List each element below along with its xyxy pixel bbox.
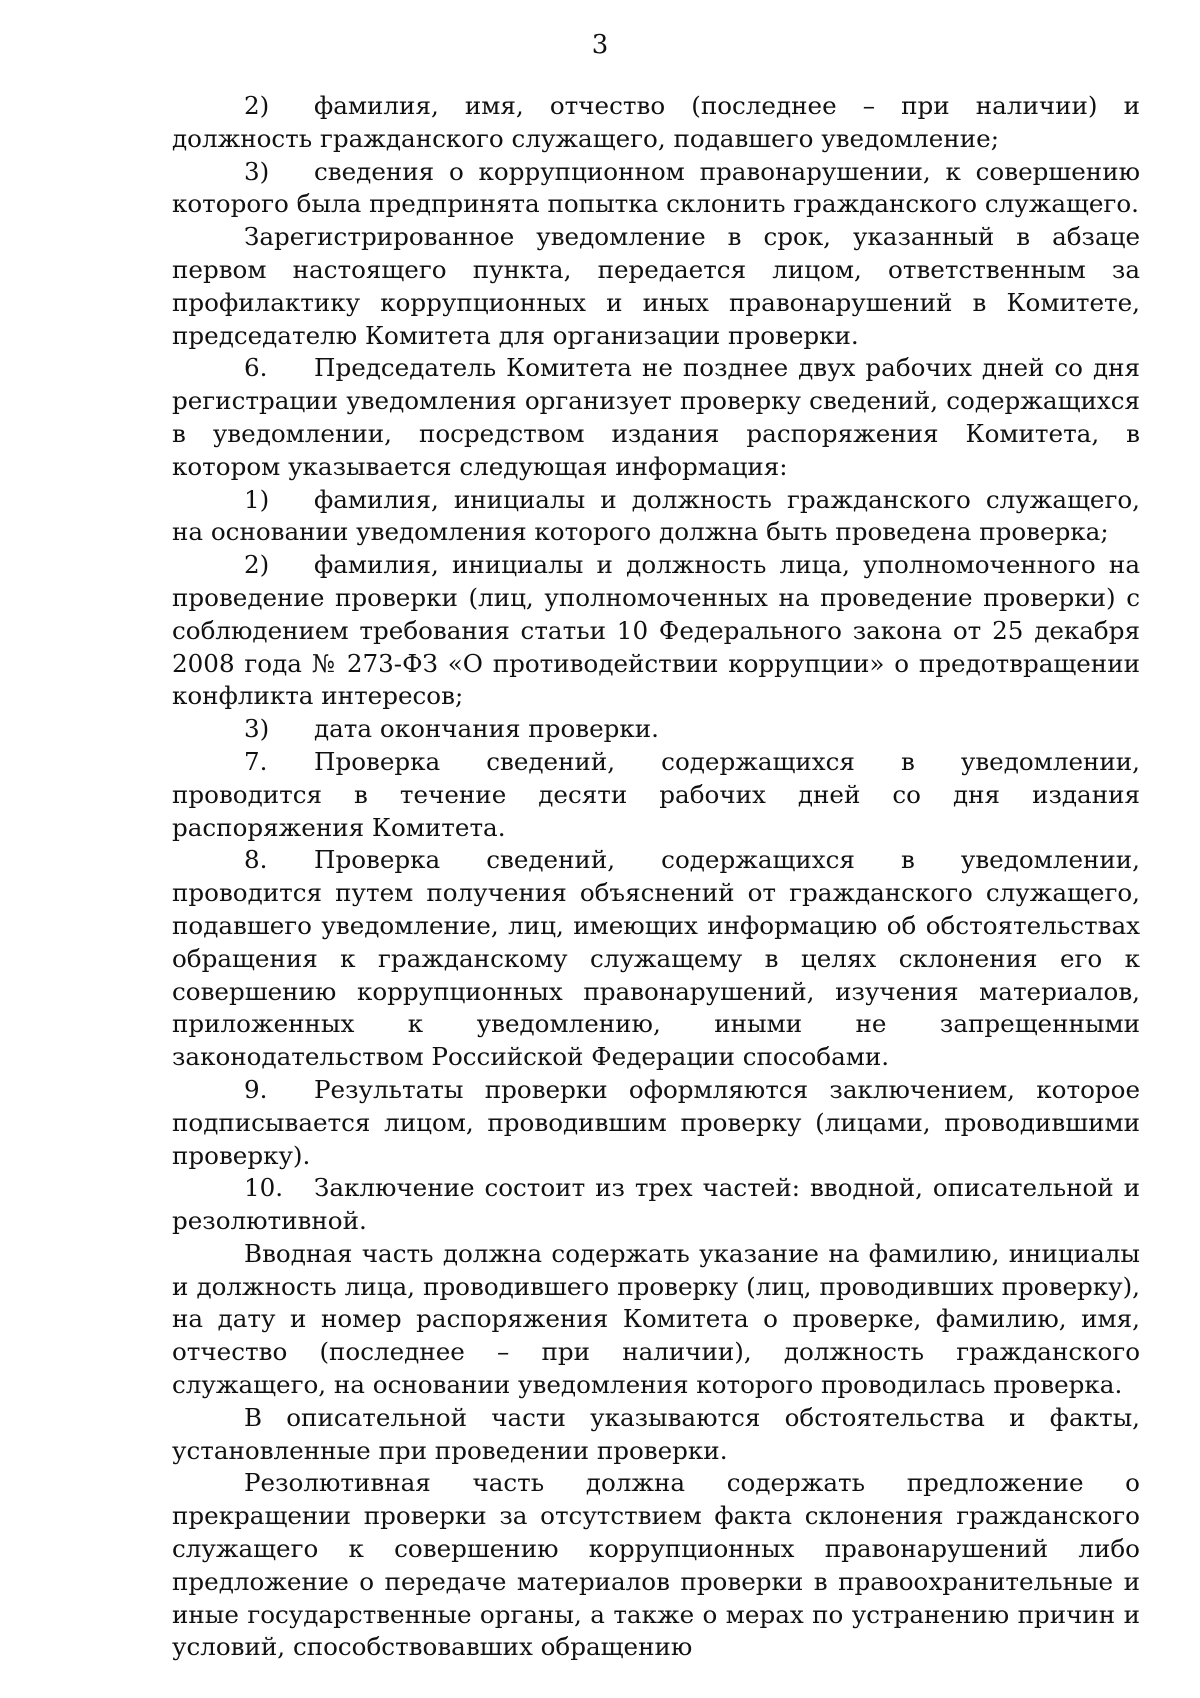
paragraph-number: 6. — [244, 353, 268, 383]
paragraph-text: фамилия, инициалы и должность лица, уполномоченного на проведение проверки (лиц, уполномоченных на проведение проверки) с соблюдением требования статьи 10 Федерального закона от 25 декабря 2008 года № 273-ФЗ «О противодействии коррупции» о предотвращении конфликта интересов; — [172, 550, 1140, 711]
paragraph-number: 2) — [244, 550, 270, 580]
paragraph — [172, 156, 1140, 222]
paragraph-number: 2) — [244, 91, 270, 120]
paragraph — [172, 1172, 1140, 1238]
paragraph-number: 10. — [244, 1173, 284, 1203]
paragraph — [172, 1467, 1140, 1664]
paragraph — [172, 844, 1140, 1074]
paragraph — [172, 746, 1140, 844]
paragraph-number: 1) — [244, 484, 270, 514]
paragraph-text: дата окончания проверки. — [314, 714, 659, 744]
paragraph-text: Заключение состоит из трех частей: вводной, описательной и резолютивной. — [172, 1173, 1140, 1236]
paragraph-text: Зарегистрированное уведомление в срок, указанный в абзаце первом настоящего пункта, передается лицом, ответственным за профилактику коррупционных и иных правонарушений в Комитете, председателю Комитета для организации проверки. — [172, 222, 1140, 350]
paragraph — [172, 1402, 1140, 1468]
paragraph-text: фамилия, имя, отчество (последнее – при наличии) и должность гражданского служащего, подавшего уведомление; — [172, 91, 1140, 153]
paragraph-number: 9. — [244, 1074, 268, 1104]
paragraph-number: 7. — [244, 746, 268, 776]
paragraph — [172, 1238, 1140, 1402]
document-body — [172, 90, 1140, 1664]
paragraph-text: фамилия, инициалы и должность гражданского служащего, на основании уведомления которого должна быть проведена проверка; — [172, 484, 1140, 547]
paragraph — [172, 1074, 1140, 1172]
paragraph — [172, 352, 1140, 483]
paragraph — [172, 713, 1140, 746]
paragraph — [172, 549, 1140, 713]
paragraph-text: Вводная часть должна содержать указание на фамилию, инициалы и должность лица, проводившего проверку (лиц, проводивших проверку), на дату и номер распоряжения Комитета о проверке, фамилию, имя, отчество (последнее – при наличии), должность гражданского служащего, на основании уведомления которого проводилась проверка. — [172, 1238, 1140, 1400]
paragraph-text: Проверка сведений, содержащихся в уведомлении, проводится в течение десяти рабочих дней со дня издания распоряжения Комитета. — [172, 746, 1140, 842]
paragraph — [172, 221, 1140, 352]
paragraph-number: 3) — [244, 714, 270, 744]
paragraph-text: В описательной части указываются обстоятельства и факты, установленные при проведении проверки. — [172, 1402, 1140, 1465]
paragraph-number: 8. — [244, 845, 268, 875]
page-number: 3 — [591, 30, 609, 60]
paragraph-text: сведения о коррупционном правонарушении, к совершению которого была предпринята попытка склонить гражданского служащего. — [172, 156, 1140, 219]
paragraph-text: Результаты проверки оформляются заключением, которое подписывается лицом, проводившим проверку (лицами, проводившими проверку). — [172, 1074, 1140, 1170]
paragraph — [172, 484, 1140, 550]
paragraph-number: 3) — [244, 156, 270, 186]
paragraph-text: Председатель Комитета не позднее двух рабочих дней со дня регистрации уведомления организует проверку сведений, содержащихся в уведомлении, посредством издания распоряжения Комитета, в котором указывается следующая информация: — [172, 353, 1140, 481]
paragraph — [172, 90, 1140, 156]
paragraph-text: Проверка сведений, содержащихся в уведомлении, проводится путем получения объяснений от гражданского служащего, подавшего уведомление, лиц, имеющих информацию об обстоятельствах обращения к гражданскому служащему в целях склонения его к совершению коррупционных правонарушений, изучения материалов, приложенных к уведомлению, иными не запрещенными законодательством Российской Федерации способами. — [172, 845, 1140, 1072]
paragraph-text: Резолютивная часть должна содержать предложение о прекращении проверки за отсутствием факта склонения гражданского служащего к совершению коррупционных правонарушений либо предложение о передаче материалов проверки в правоохранительные и иные государственные органы, а также о мерах по устранению причин и условий, способствовавших обращению — [172, 1468, 1140, 1662]
